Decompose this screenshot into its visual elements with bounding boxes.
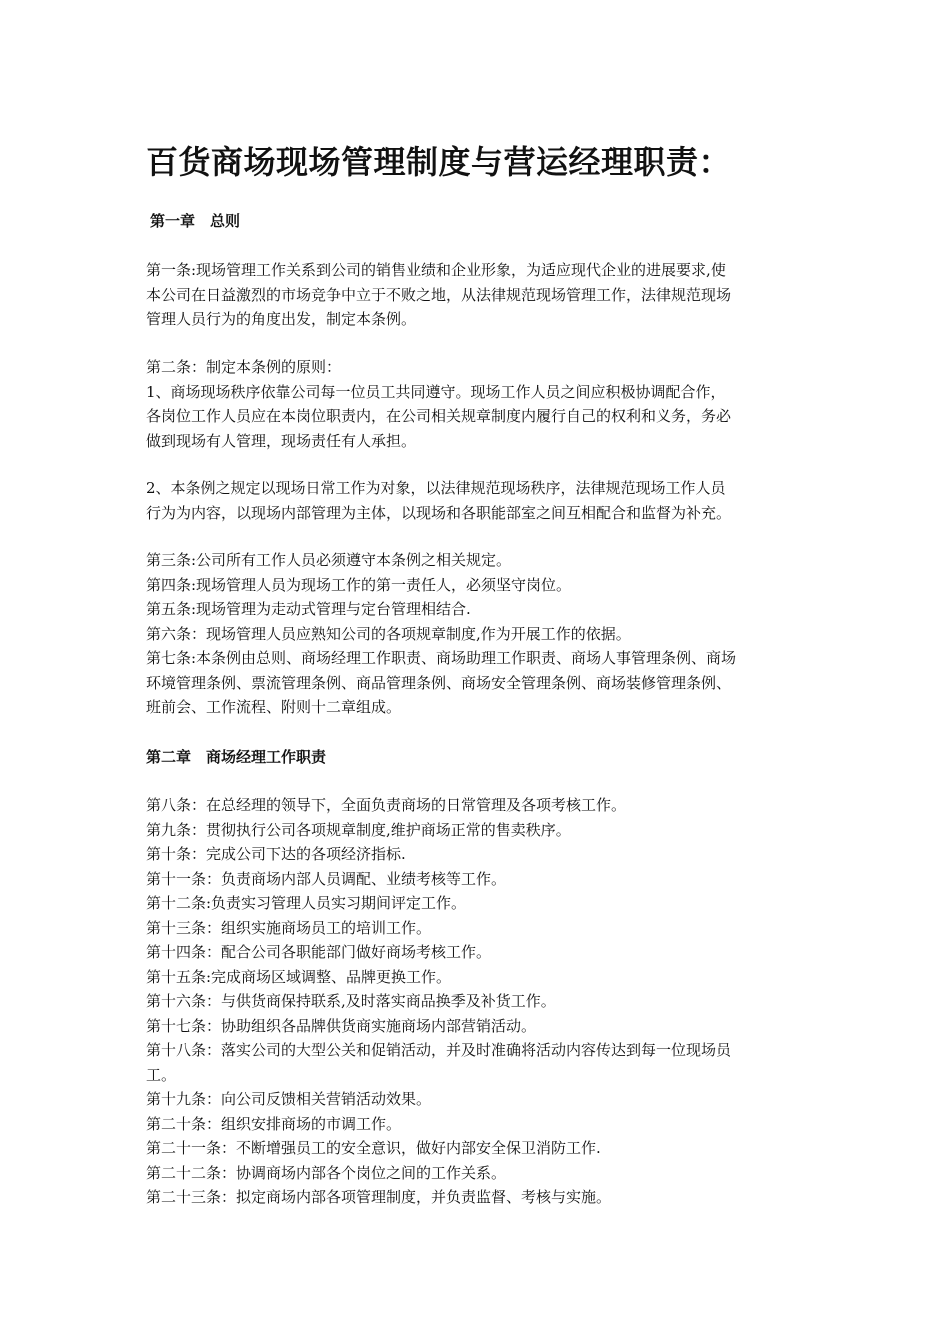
article-line: 第二十二条：协调商场内部各个岗位之间的工作关系。 [146,1163,507,1182]
chapter2-articles [146,793,806,1210]
article-line: 环境管理条例、票流管理条例、商品管理条例、商场安全管理条例、商场装修管理条例、 [146,673,732,692]
article-line: 第十条：完成公司下达的各项经济指标. [146,845,406,863]
article-line: 第二十一条：不断增强员工的安全意识，做好内部安全保卫消防工作. [146,1139,601,1157]
principle1-line: 做到现场有人管理，现场责任有人承担。 [146,431,417,450]
chapter2-heading: 第二章 商场经理工作职责 [146,748,327,766]
article-line: 班前会、工作流程、附则十二章组成。 [146,698,402,716]
article-line: 第九条：贯彻执行公司各项规章制度,维护商场正常的售卖秩序。 [146,820,571,839]
principle1-line: 1、商场现场秩序依靠公司每一位员工共同遵守。现场工作人员之间应积极协调配合作， [146,382,726,401]
chapter1-section [150,209,810,234]
article2-paragraph [146,355,806,453]
article-line: 第六条：现场管理人员应熟知公司的各项规章制度,作为开展工作的依据。 [146,624,631,643]
article-line: 第十七条：协助组织各品牌供货商实施商场内部营销活动。 [146,1016,537,1035]
article-line: 第十五条:完成商场区域调整、品牌更换工作。 [146,967,452,986]
principle1-line: 各岗位工作人员应在本岗位职责内，在公司相关规章制度内履行自己的权利和义务，务必 [146,407,732,425]
article-line: 第十一条：负责商场内部人员调配、业绩考核等工作。 [146,869,507,888]
article-line: 第三条:公司所有工作人员必须遵守本条例之相关规定。 [146,551,512,569]
article-line: 第十八条：落实公司的大型公关和促销活动，并及时准确将活动内容传达到每一位现场员 [146,1041,732,1059]
article-line: 第十九条：向公司反馈相关营销活动效果。 [146,1090,432,1108]
principle2-paragraph [146,476,806,525]
article-line: 第四条:现场管理人员为现场工作的第一责任人，必须坚守岗位。 [146,575,572,594]
articles-3-7 [146,548,806,720]
principle2-line: 行为为内容，以现场内部管理为主体，以现场和各职能部室之间互相配合和监督为补充。 [146,503,732,522]
article-line: 第五条:现场管理为走动式管理与定台管理相结合. [146,600,471,618]
article1-line: 第一条:现场管理工作关系到公司的销售业绩和企业形象，为适应现代企业的进展要求,使 [146,261,726,279]
article-line: 第八条：在总经理的领导下，全面负责商场的日常管理及各项考核工作。 [146,796,627,814]
article-line: 第十二条:负责实习管理人员实习期间评定工作。 [146,894,467,912]
article-line: 第十三条：组织实施商场员工的培训工作。 [146,918,432,937]
article1-line: 管理人员行为的角度出发，制定本条例。 [146,310,417,328]
article2-intro: 第二条：制定本条例的原则： [146,358,342,376]
article-line: 第十六条：与供货商保持联系,及时落实商品换季及补货工作。 [146,992,556,1010]
chapter2-section [146,745,806,770]
article1-line: 本公司在日益激烈的市场竞争中立于不败之地，从法律规范现场管理工作，法律规范现场 [146,285,732,304]
article-line: 第二十条：组织安排商场的市调工作。 [146,1114,402,1133]
chapter1-heading: 第一章 总则 [150,212,241,230]
principle2-line: 2、本条例之规定以现场日常工作为对象，以法律规范现场秩序，法律规范现场工作人员 [146,479,726,497]
article-line: 第十四条：配合公司各职能部门做好商场考核工作。 [146,943,492,961]
document-title: 百货商场现场管理制度与营运经理职责： [146,143,732,181]
article1-paragraph [146,258,806,332]
article-line: 第二十三条：拟定商场内部各项管理制度，并负责监督、考核与实施。 [146,1188,612,1206]
article-line: 第七条:本条例由总则、商场经理工作职责、商场助理工作职责、商场人事管理条例、商场 [146,649,737,667]
article-line: 工。 [146,1065,177,1084]
